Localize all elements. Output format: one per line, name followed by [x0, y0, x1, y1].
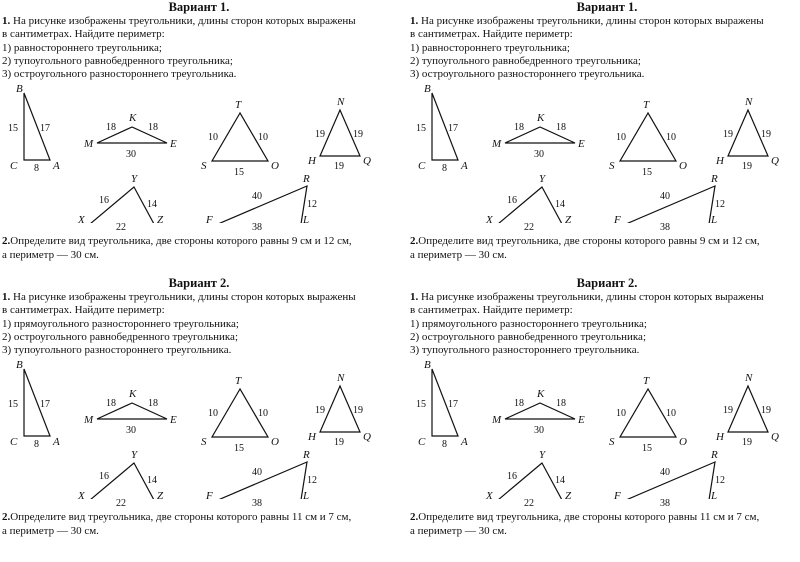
side-hq: 19	[334, 437, 344, 449]
task1-line1: 1. На рисунке изображены треугольники, длины сторон которых выражены	[2, 15, 356, 27]
side-fl: 38	[660, 498, 670, 510]
bottom-labels	[410, 499, 800, 511]
task2-line1: 2.Определите вид треугольника, две стороны которого равны 11 см и 7 см,	[410, 511, 760, 524]
triangle-figures	[410, 83, 800, 223]
side-me: 30	[126, 425, 136, 437]
vertex-e: E	[578, 414, 585, 427]
side-ke: 18	[556, 398, 566, 410]
vertex-k: K	[537, 388, 545, 401]
side-rl: 12	[715, 475, 725, 487]
triangle-figures	[2, 359, 398, 499]
vertex-a: A	[53, 436, 60, 449]
task2-line1: 2.Определите вид треугольника, две стороны которого равны 9 см и 12 см,	[2, 235, 352, 248]
task2-number: 2.	[2, 235, 11, 248]
side-yz: 14	[147, 199, 157, 211]
vertex-z: Z	[565, 214, 572, 224]
side-so: 15	[234, 443, 244, 455]
vertex-t: T	[643, 375, 650, 388]
task2-line2: а периметр — 30 см.	[410, 248, 507, 261]
side-so: 15	[642, 443, 652, 455]
side-nh: 19	[315, 129, 325, 141]
vertex-b: B	[16, 83, 23, 96]
task1-item-3: 3) тупоугольного разностороннего треугольника.	[2, 344, 232, 357]
task1-number: 1.	[2, 15, 11, 27]
vertex-k: K	[129, 388, 137, 401]
side-to: 10	[666, 132, 676, 144]
side-ke: 18	[556, 122, 566, 134]
vertex-m: M	[492, 138, 502, 151]
side-ts: 10	[208, 132, 218, 144]
triangle-tso	[609, 99, 687, 178]
vertex-n: N	[745, 96, 753, 109]
vertex-z: Z	[157, 490, 164, 500]
triangle-mke	[491, 112, 585, 160]
triangle-mke	[83, 112, 177, 160]
variant-block-2	[408, 0, 800, 281]
vertex-q: Q	[771, 431, 779, 444]
vertex-t: T	[235, 375, 242, 388]
side-rl: 12	[715, 199, 725, 211]
side-mk: 18	[106, 398, 116, 410]
vertex-q: Q	[363, 155, 371, 168]
vertex-r: R	[303, 449, 310, 462]
task2-number: 2.	[410, 511, 419, 524]
vertex-l: L	[303, 490, 310, 500]
triangle-bca	[416, 83, 468, 174]
side-xz: 22	[116, 222, 126, 234]
vertex-l: L	[303, 214, 310, 224]
vertex-x: X	[78, 214, 85, 224]
side-rl: 12	[307, 475, 317, 487]
side-fr: 40	[252, 191, 262, 203]
side-to: 10	[258, 408, 268, 420]
side-so: 15	[642, 167, 652, 179]
triangle-frl-shape	[626, 462, 718, 500]
side-nh: 19	[315, 405, 325, 417]
vertex-y: Y	[539, 173, 546, 186]
vertex-c: C	[418, 436, 426, 449]
side-mk: 18	[514, 398, 524, 410]
task1-number: 1.	[2, 291, 11, 303]
side-xy: 16	[99, 471, 109, 483]
task1-item-3: 3) тупоугольного разностороннего треугольника.	[410, 344, 640, 357]
vertex-r: R	[303, 173, 310, 186]
triangle-figures	[410, 359, 800, 499]
vertex-n: N	[337, 372, 345, 385]
vertex-k: K	[537, 112, 545, 125]
side-ts: 10	[208, 408, 218, 420]
side-bc: 15	[8, 399, 18, 411]
side-nh: 19	[723, 129, 733, 141]
bottom-labels	[2, 499, 396, 511]
vertex-f: F	[614, 490, 621, 500]
side-xz: 22	[524, 222, 534, 234]
side-xy: 16	[507, 195, 517, 207]
task1-line2: в сантиметрах. Найдите периметр:	[2, 304, 165, 317]
triangle-figures	[2, 83, 398, 223]
task1-line1: 1. На рисунке изображены треугольники, длины сторон которых выражены	[2, 291, 356, 303]
triangle-nhq	[307, 96, 371, 172]
task2-line2: а периметр — 30 см.	[2, 524, 99, 537]
side-me: 30	[126, 149, 136, 161]
side-mk: 18	[514, 122, 524, 134]
side-ca: 8	[34, 439, 39, 451]
vertex-a: A	[461, 436, 468, 449]
vertex-s: S	[201, 436, 207, 449]
task1-item-1: 1) прямоугольного разностороннего треугольника;	[410, 317, 647, 330]
side-yz: 14	[555, 475, 565, 487]
side-fl: 38	[252, 498, 262, 510]
side-nq: 19	[761, 129, 771, 141]
triangle-nhq	[715, 96, 779, 172]
task1-line2: в сантиметрах. Найдите периметр:	[410, 304, 573, 317]
side-nq: 19	[353, 405, 363, 417]
vertex-f: F	[614, 214, 621, 224]
triangle-tso	[201, 375, 279, 454]
side-bc: 15	[8, 123, 18, 135]
vertex-b: B	[16, 359, 23, 372]
variant-title: Вариант 2.	[576, 276, 638, 290]
vertex-c: C	[10, 436, 18, 449]
side-to: 10	[258, 132, 268, 144]
triangle-frl	[205, 173, 317, 223]
variant-title: Вариант 2.	[168, 276, 230, 290]
vertex-n: N	[745, 372, 753, 385]
side-me: 30	[534, 425, 544, 437]
side-yz: 14	[555, 199, 565, 211]
vertex-y: Y	[131, 173, 138, 186]
vertex-t: T	[235, 99, 242, 112]
vertex-y: Y	[131, 449, 138, 462]
side-fr: 40	[252, 467, 262, 479]
vertex-c: C	[418, 160, 426, 173]
variant-block-4	[408, 276, 800, 557]
vertex-q: Q	[363, 431, 371, 444]
side-xy: 16	[507, 471, 517, 483]
vertex-z: Z	[565, 490, 572, 500]
side-ke: 18	[148, 398, 158, 410]
side-ca: 8	[442, 163, 447, 175]
side-ca: 8	[442, 439, 447, 451]
side-to: 10	[666, 408, 676, 420]
task1-number: 1.	[410, 291, 419, 303]
side-nq: 19	[761, 405, 771, 417]
vertex-o: O	[271, 160, 279, 173]
variant-title: Вариант 1.	[168, 0, 230, 14]
side-rl: 12	[307, 199, 317, 211]
task1-line1: 1. На рисунке изображены треугольники, длины сторон которых выражены	[410, 291, 764, 303]
side-ba: 17	[448, 123, 458, 135]
task1-item-3: 3) остроугольного разностороннего треугольника.	[2, 68, 237, 81]
task1-line2: в сантиметрах. Найдите периметр:	[2, 28, 165, 41]
vertex-n: N	[337, 96, 345, 109]
triangle-frl-shape	[218, 462, 310, 500]
vertex-b: B	[424, 83, 431, 96]
triangle-frl-shape	[626, 186, 718, 224]
triangles-svg	[410, 83, 800, 223]
triangle-frl	[613, 449, 725, 499]
task2-number: 2.	[410, 235, 419, 248]
side-xy: 16	[99, 195, 109, 207]
vertex-r: R	[711, 173, 718, 186]
vertex-k: K	[129, 112, 137, 125]
bottom-labels	[2, 223, 396, 235]
side-mk: 18	[106, 122, 116, 134]
triangles-svg	[2, 83, 398, 223]
triangle-mke	[83, 388, 177, 436]
side-me: 30	[534, 149, 544, 161]
vertex-b: B	[424, 359, 431, 372]
task1-line1: 1. На рисунке изображены треугольники, длины сторон которых выражены	[410, 15, 764, 27]
task1-item-3: 3) остроугольного разностороннего треугольника.	[410, 68, 645, 81]
task1-item-1: 1) равностороннего треугольника;	[2, 41, 162, 54]
vertex-h: H	[308, 155, 316, 168]
side-ts: 10	[616, 132, 626, 144]
vertex-f: F	[206, 214, 213, 224]
side-yz: 14	[147, 475, 157, 487]
vertex-m: M	[84, 414, 94, 427]
triangle-xyz	[485, 449, 572, 499]
vertex-c: C	[10, 160, 18, 173]
side-nh: 19	[723, 405, 733, 417]
vertex-s: S	[201, 160, 207, 173]
vertex-o: O	[679, 160, 687, 173]
triangle-bca	[8, 359, 60, 450]
side-ts: 10	[616, 408, 626, 420]
task2-line1: 2.Определите вид треугольника, две стороны которого равны 11 см и 7 см,	[2, 511, 352, 524]
side-fl: 38	[660, 222, 670, 234]
vertex-s: S	[609, 160, 615, 173]
vertex-h: H	[716, 155, 724, 168]
triangle-frl	[613, 173, 725, 223]
task2-number: 2.	[2, 511, 11, 524]
task2-line1: 2.Определите вид треугольника, две стороны которого равны 9 см и 12 см,	[410, 235, 760, 248]
vertex-f: F	[206, 490, 213, 500]
triangle-xyz	[77, 449, 164, 499]
vertex-e: E	[170, 414, 177, 427]
vertex-o: O	[679, 436, 687, 449]
vertex-m: M	[492, 414, 502, 427]
triangles-svg	[410, 359, 800, 499]
side-hq: 19	[742, 437, 752, 449]
vertex-t: T	[643, 99, 650, 112]
vertex-e: E	[170, 138, 177, 151]
triangle-nhq	[307, 372, 371, 448]
vertex-h: H	[716, 431, 724, 444]
vertex-y: Y	[539, 449, 546, 462]
vertex-l: L	[711, 490, 718, 500]
side-hq: 19	[334, 161, 344, 173]
side-fr: 40	[660, 191, 670, 203]
vertex-h: H	[308, 431, 316, 444]
variant-block-3	[0, 276, 398, 557]
triangle-bca	[8, 83, 60, 174]
bottom-labels	[410, 223, 800, 235]
triangle-tso	[201, 99, 279, 178]
task1-item-2: 2) тупоугольного равнобедренного треугольника;	[2, 54, 233, 67]
side-xz: 22	[116, 498, 126, 510]
triangle-frl	[205, 449, 317, 499]
side-bc: 15	[416, 399, 426, 411]
side-ke: 18	[148, 122, 158, 134]
triangle-bca	[416, 359, 468, 450]
triangle-xyz	[485, 173, 572, 223]
vertex-q: Q	[771, 155, 779, 168]
task1-item-2: 2) остроугольного равнобедренного треугольника;	[410, 330, 646, 343]
side-so: 15	[234, 167, 244, 179]
task1-item-2: 2) тупоугольного равнобедренного треугольника;	[410, 54, 641, 67]
task1-line2: в сантиметрах. Найдите периметр:	[410, 28, 573, 41]
side-fr: 40	[660, 467, 670, 479]
vertex-e: E	[578, 138, 585, 151]
vertex-x: X	[486, 490, 493, 500]
side-ca: 8	[34, 163, 39, 175]
vertex-o: O	[271, 436, 279, 449]
vertex-z: Z	[157, 214, 164, 224]
triangle-tso	[609, 375, 687, 454]
vertex-a: A	[461, 160, 468, 173]
task1-number: 1.	[410, 15, 419, 27]
side-ba: 17	[40, 399, 50, 411]
vertex-l: L	[711, 214, 718, 224]
task1-item-1: 1) равностороннего треугольника;	[410, 41, 570, 54]
task1-item-2: 2) остроугольного равнобедренного треугольника;	[2, 330, 238, 343]
variant-title: Вариант 1.	[576, 0, 638, 14]
task2-line2: а периметр — 30 см.	[410, 524, 507, 537]
vertex-a: A	[53, 160, 60, 173]
side-ba: 17	[40, 123, 50, 135]
triangles-svg	[2, 359, 398, 499]
side-fl: 38	[252, 222, 262, 234]
triangle-mke	[491, 388, 585, 436]
side-ba: 17	[448, 399, 458, 411]
side-hq: 19	[742, 161, 752, 173]
vertex-x: X	[486, 214, 493, 224]
side-bc: 15	[416, 123, 426, 135]
triangle-xyz	[77, 173, 164, 223]
triangle-nhq	[715, 372, 779, 448]
side-nq: 19	[353, 129, 363, 141]
vertex-m: M	[84, 138, 94, 151]
task2-line2: а периметр — 30 см.	[2, 248, 99, 261]
triangle-frl-shape	[218, 186, 310, 224]
variant-block-1	[0, 0, 398, 281]
side-xz: 22	[524, 498, 534, 510]
vertex-x: X	[78, 490, 85, 500]
vertex-r: R	[711, 449, 718, 462]
task1-item-1: 1) прямоугольного разностороннего треугольника;	[2, 317, 239, 330]
vertex-s: S	[609, 436, 615, 449]
